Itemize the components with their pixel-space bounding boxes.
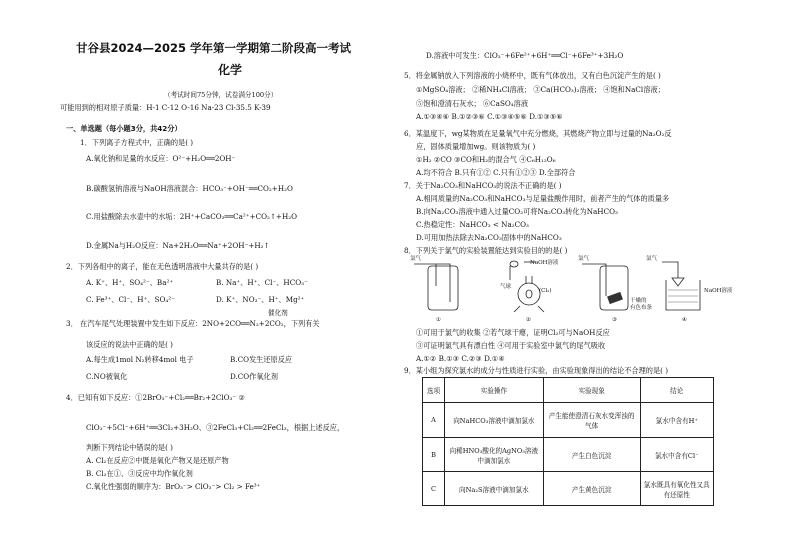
- table-cell: 向Na₂S溶液中滴加氯水: [445, 472, 544, 506]
- fig2-balloon-label: 气球: [500, 284, 512, 290]
- table-cell: 产生白色沉淀: [543, 438, 640, 472]
- q7-option-d: D.可用加热法除去Na₂CO₃固体中的NaHCO₃: [416, 233, 562, 242]
- subject-title: 化学: [218, 63, 243, 77]
- q4-option-a: A. Cl₂在反应②中既是氧化产物又是还原产物: [86, 456, 229, 465]
- q6-items: ①H₂ ②CO ③CO和H₂的混合气 ④C₆H₁₂O₆: [416, 155, 556, 164]
- q6-stem-2: 应，固体质量增加wg。则该物质为( ): [416, 142, 536, 151]
- q3-option-a: A.每生成1mol N₂转移4mol 电子: [86, 355, 194, 364]
- q5-stem: 5．将金属钠放入下列溶液的小烧杯中，既有气体放出，又有白色沉淀产生的是( ): [404, 71, 661, 80]
- q7-option-b: B.向Na₂CO₃溶液中通入过量CO₂可将Na₂CO₃转化为NaHCO₃: [416, 207, 618, 216]
- q1-option-b: B.碳酸氢钠溶液与NaOH溶液混合：HCO₃⁻+OH⁻══CO₂+H₂O: [86, 184, 293, 193]
- q3-stem-2: 该反应的说法中正确的是( ): [86, 340, 173, 349]
- q3-stem: 3． 在汽车尾气处理装置中发生如下反应：2NO+2CO══N₂+2CO₂，下列有关: [66, 319, 320, 328]
- q4-stem: 4．已知有如下反应：①2BrO₃⁻+Cl₂══Br₂+2ClO₃⁻ ②: [66, 393, 245, 402]
- q7-option-a: A.相同质量的Na₂CO₃和NaHCO₃与足量盐酸作用时，前者产生的气体的质量多: [416, 194, 670, 203]
- q8-desc-2: ③可证明氯气具有漂白性 ④可用于实验室中氯气的尾气吸收: [416, 341, 606, 350]
- q1-option-a: A.氧化钠和足量的水反应：O²⁻+H₂O══2OH⁻: [86, 154, 236, 163]
- q8-stem: 8．下列关于氯气的实验装置能达到实验目的的是( ): [404, 246, 568, 255]
- table-cell: 向NaHCO₃溶液中滴加氯水: [445, 403, 544, 438]
- table-cell: 产生能使澄清石灰水变浑浊的气体: [543, 403, 640, 438]
- q2-option-b: B. Na⁺、H⁺、Cl⁻、HCO₃⁻: [216, 278, 308, 287]
- table-row: [423, 403, 714, 438]
- q3-option-b: B.CO发生还原反应: [230, 355, 293, 364]
- fig3-cloth-label: 有色布条: [630, 305, 653, 311]
- table-cell: 产生黄色沉淀: [543, 472, 640, 506]
- q5-items-1: ①MgSO₄溶液； ②稀NH₄Cl溶液； ③Ca(HCO₃)₂溶液； ④饱和NaCl溶液；: [416, 85, 665, 94]
- table-header-cell: 实验操作: [445, 378, 544, 403]
- table-cell: 向稀HNO₃酸化的AgNO₃溶液中滴加氯水: [445, 438, 544, 472]
- table-cell: B: [423, 438, 445, 472]
- table-row: [423, 472, 714, 506]
- q2-stem: 2．下列各组中的离子，能在无色透明溶液中大量共存的是( ): [66, 262, 259, 271]
- q5-items-2: ⑤饱和澄清石灰水； ⑥CaSO₄溶液: [416, 99, 529, 108]
- q5-options: A.①③④⑥ B.①②③⑥ C.①③④⑤⑥ D.①③⑤⑥: [416, 112, 563, 121]
- fig2-number: ②: [526, 317, 531, 323]
- fig3-number: ③: [612, 317, 617, 323]
- q1-option-d: D.金属Na与H₂O反应：Na+2H₂O══Na⁺+2OH⁻+H₂↑: [86, 241, 270, 250]
- table-header-cell: 结论: [640, 378, 713, 403]
- fig2-naoh-label: NaOH溶液: [530, 260, 559, 266]
- atomic-masses: 可能用到的相对原子质量：H-1 C-12 O-16 Na-23 Cl-35.5 K-39: [60, 103, 271, 112]
- table-cell: C: [423, 472, 445, 506]
- table-cell: 氯水中含有H⁺: [640, 403, 713, 438]
- q7-stem: 7．关于Na₂CO₃和NaHCO₃的说法不正确的是( ): [404, 181, 562, 190]
- q1-option-c: C.用盐酸除去水壶中的水垢：2H⁺+CaCO₃══Ca²⁺+CO₂↑+H₂O: [86, 212, 297, 221]
- q2-option-c: C. Fe³⁺、Cl⁻、H⁺、SO₄²⁻: [86, 295, 175, 304]
- fig4-chlorine-label: 氯气: [646, 256, 658, 262]
- q4-option-d: D.溶液中可发生：ClO₃⁻+6Fe²⁺+6H⁺══Cl⁻+6Fe³⁺+3H₂O: [426, 51, 624, 60]
- q4-stem-3: 判断下列结论中错误的是( ): [86, 443, 173, 452]
- q6-options: A.均不符合 B.只有①② C.只有①②③ D.全部符合: [416, 168, 576, 177]
- q4-stem-2: ClO₃⁻+5Cl⁻+6H⁺══3Cl₂+3H₂O、③2FeCl₃+Cl₂══2FeCl₃，根据上述反应，: [86, 423, 345, 432]
- table-cell: 氯水既具有氧化性又具有还原性: [640, 472, 713, 506]
- q3-option-c: C.NO被氧化: [86, 372, 128, 381]
- fig3-chlorine-label: 氯气: [578, 256, 590, 262]
- fig1-chlorine-label: 氯气: [410, 256, 422, 262]
- fig4-number: ④: [682, 317, 687, 323]
- q3-option-d: D.CO作氧化剂: [230, 372, 278, 381]
- exam-info: （考试时间75分钟，试卷满分100分）: [164, 91, 278, 99]
- table-cell: 氯水中含有Cl⁻: [640, 438, 713, 472]
- q7-option-c: C.热稳定性：NaHCO₃ < Na₂CO₃: [416, 220, 529, 229]
- table-row: [423, 438, 714, 472]
- q3-catalyst-label: 催化剂: [268, 309, 288, 317]
- q6-stem: 6．某温度下，wg某物质在足量氧气中充分燃烧，其燃烧产物立即与过量的Na₂O₂反: [404, 129, 672, 138]
- q8-apparatus-figure: [410, 256, 733, 318]
- q2-option-a: A. K⁺、H⁺、SO₄²⁻、Ba²⁺: [86, 278, 174, 287]
- q9-stem: 9．某小组为探究氯水的成分与性质进行实验，由实验现象得出的结论不合理的是( ): [404, 366, 669, 375]
- table-header-cell: 实验现象: [543, 378, 640, 403]
- q4-option-c: C.氧化性强弱的顺序为：BrO₃⁻> ClO₃⁻> Cl₂ > Fe³⁺: [86, 482, 261, 491]
- q2-option-d: D. K⁺、NO₃⁻、H⁺、Mg²⁺: [216, 295, 305, 304]
- table-header-row: [423, 378, 714, 403]
- fig3-dry-label: 干燥的: [630, 298, 647, 304]
- fig2-cl2-label: (Cl₂): [539, 288, 552, 294]
- exam-title: 甘谷县2024—2025 学年第一学期第二阶段高一考试: [76, 41, 352, 55]
- q4-option-b: B. Cl₂在①、③反应中均作氧化剂: [86, 469, 193, 478]
- table-header-cell: 选项: [423, 378, 445, 403]
- q9-table: [422, 377, 714, 506]
- section-heading: 一、单选题（每小题3分，共42分）: [66, 124, 182, 133]
- q8-options: A.①② B.①③ C.②③ D.①④: [416, 354, 505, 363]
- fig4-naoh-label: NaOH溶液: [704, 288, 733, 294]
- q1-stem: 1．下列离子方程式中，正确的是( ): [80, 138, 194, 147]
- table-cell: A: [423, 403, 445, 438]
- fig1-number: ①: [436, 317, 441, 323]
- q8-desc-1: ①可用于氯气的收集 ②若气球干瘪，证明Cl₂可与NaOH反应: [416, 328, 610, 337]
